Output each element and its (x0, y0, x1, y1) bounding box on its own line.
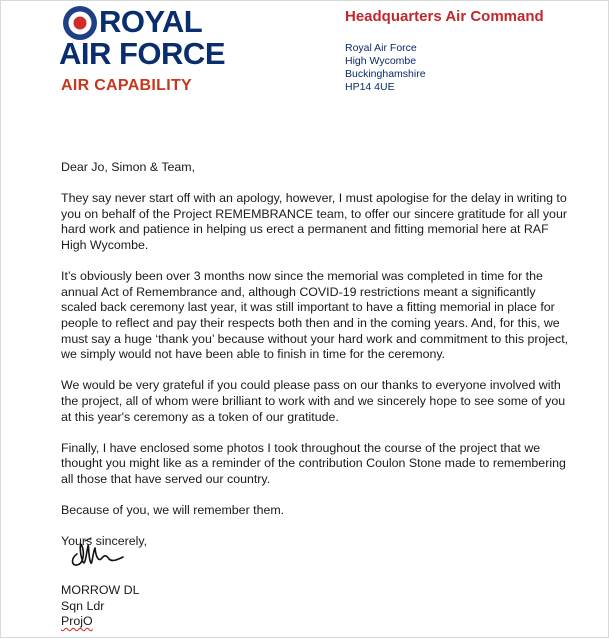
salutation: Dear Jo, Simon & Team, (61, 160, 196, 174)
signer-role: ProjO (61, 614, 93, 629)
logo-text-air-force: AIR FORCE (59, 36, 225, 71)
address-line: Buckinghamshire (345, 68, 426, 80)
paragraph-apology: They say never start off with an apology, however, I must apologise for the delay in writing to you on behalf of the Project REMEMBRANCE team, to offer our sincere gratitude for all your hard work and patience in helping us erect a permanent and fitting memorial here at RAF High Wycombe. (61, 191, 567, 252)
paragraph-memorial: It’s obviously been over 3 months now since the memorial was completed in time for the annual Act of Remembrance and, although COVID-19 restrictions meant a significantly scaled back ceremony last year, it was still important to have a fitting memorial in place for people to reflect and pay their respects both then and in the coming years. And, for this, we must say a huge ‘thank you’ because without your hard work and commitment to this project, we simply would not have been able to finish in time for the ceremony. (61, 269, 569, 362)
paragraph-thanks: We would be very grateful if you could please pass on our thanks to everyone involved with the project, all of whom were brilliant to work with and we sincerely hope to see some of you at this year's ceremony as a token of our gratitude. (61, 378, 566, 424)
signer-rank: Sqn Ldr (61, 598, 105, 613)
signer-name: MORROW DL (61, 583, 140, 597)
logo-text-royal: ROYAL (99, 4, 203, 39)
address-line: HP14 4UE (345, 81, 395, 93)
address-line: High Wycombe (345, 55, 417, 67)
sender-organisation: Headquarters Air Command (345, 8, 544, 25)
handwritten-signature (65, 532, 129, 570)
address-line: Royal Air Force (345, 42, 417, 54)
paragraph-remember: Because of you, we will remember them. (61, 503, 285, 518)
closing: Yours sincerely, (61, 534, 148, 549)
sender-address (345, 42, 426, 94)
letter-body (61, 160, 571, 565)
signature-block (61, 583, 139, 630)
division-name: AIR CAPABILITY (61, 77, 193, 94)
paragraph-photos: Finally, I have enclosed some photos I took throughout the course of the project that we thought you might like as a reminder of the contribution Coulon Stone made to remembering all those that have served our country. (61, 440, 566, 486)
